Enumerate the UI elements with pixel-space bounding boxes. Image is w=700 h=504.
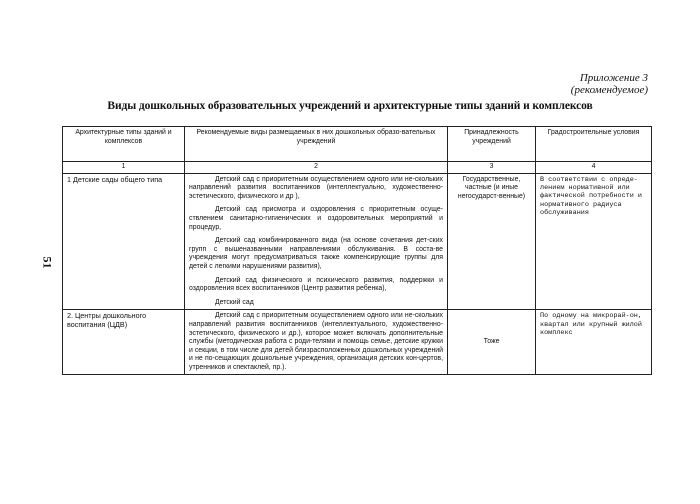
kinds-cell	[185, 310, 448, 375]
kind-paragraph: Детский сад физического и психического развития, поддержки и оздоровления всех воспитанников (Центр развития ребенка),	[189, 276, 443, 293]
header-ownership: Принадлежность учреждений	[448, 127, 536, 162]
table-header-row	[63, 127, 652, 162]
kind-paragraph: Детский сад присмотра и оздоровления с приоритетным осуще-ствлением санитарно-гигиенических и оздоровительных мероприятий и процедур,	[189, 206, 443, 231]
kind-paragraph: Детский сад	[215, 298, 254, 306]
column-number: 1	[63, 162, 185, 174]
institutions-table	[62, 126, 652, 375]
ownership-cell: Государственные, частные (и иные негосударст-венные)	[448, 173, 536, 310]
table-row	[63, 310, 652, 375]
column-number: 2	[185, 162, 448, 174]
building-type-cell: 2. Центры дошкольного воспитания (ЦДВ)	[63, 310, 185, 375]
header-building-types: Архитектурные типы зданий и комплексов	[63, 127, 185, 162]
page-number: 51	[40, 256, 55, 269]
header-recommended-kinds: Рекомендуемые виды размещаемых в них дошкольных образо-вательных учреждений	[185, 127, 448, 162]
document-title: Виды дошкольных образовательных учреждений и архитектурные типы зданий и комплексов	[107, 100, 593, 112]
urban-conditions-cell: В соответствии с опреде-лением нормативной или фактической потребности и нормативного радиуса обслуживания	[536, 173, 652, 310]
table-row	[63, 173, 652, 310]
kind-paragraph: Детский сад комбинированного вида (на основе сочетания дет-ских групп с вышеназванными направлениями обслуживания. В соста-ве учреждения могут предусматриваться также компенсирующие группы для детей с легкими нарушениями развития),	[189, 237, 443, 270]
appendix-title: Приложение 3	[579, 72, 648, 84]
column-number: 3	[448, 162, 536, 174]
kinds-cell	[185, 173, 448, 310]
ownership-cell: Тоже	[448, 310, 536, 375]
appendix-label	[571, 72, 648, 96]
appendix-status: (рекомендуемое)	[570, 84, 648, 96]
urban-conditions-cell: По одному на микрорай-он, квартал или крупный жилой комплекс	[536, 310, 652, 375]
kind-paragraph: Детский сад с приоритетным осуществлением одного или не-скольких направлений развития воспитанников (интеллектуально, художественно-эстетического, физического и др ),	[189, 175, 443, 200]
column-number: 4	[536, 162, 652, 174]
building-type-cell: 1 Детские сады общего типа	[63, 173, 185, 310]
header-urban-conditions: Градостроительные условия	[536, 127, 652, 162]
kind-paragraph: Детский сад с приоритетным осуществлением одного или не-скольких направлений развития воспитанников (интеллектуального, художественно-эстетического, физического и др.), которое может включать дополнительные службы (методическая работа с роди-телями и помощь семье, детские кружки и секции, в том числе для детей близрасположенных дошкольных учреждений и не по-сещающих дошкольные учреждения, организация детских кон-цертов, утренников и спектаклей, пр.).	[189, 312, 443, 371]
column-number-row	[63, 162, 652, 174]
